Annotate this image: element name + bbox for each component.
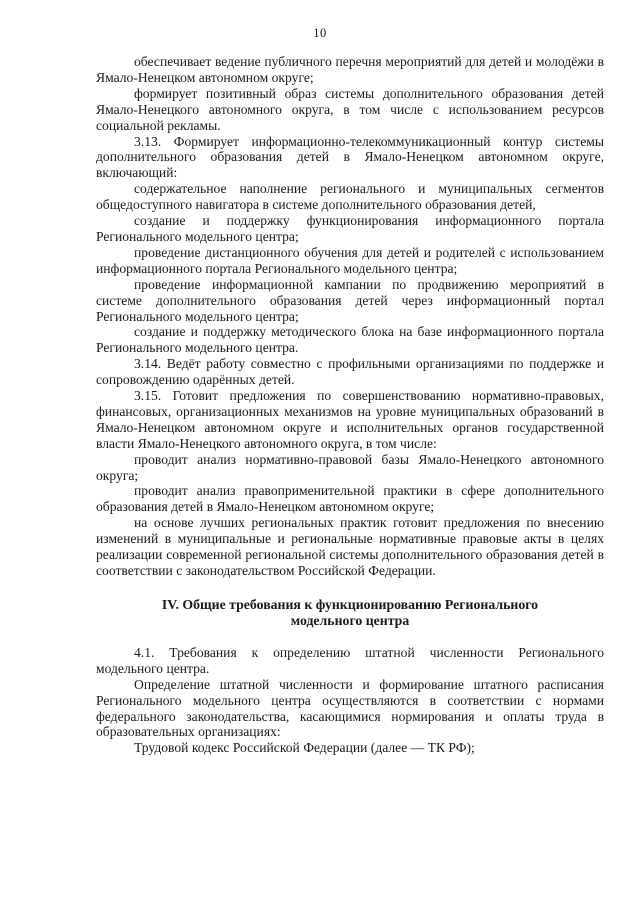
paragraph: проводит анализ правоприменительной практики в сфере дополнительного образования детей в Ямало-Ненецком автономном округе;	[96, 483, 604, 515]
paragraph: 4.1. Требования к определению штатной численности Регионального модельного центра.	[96, 644, 604, 676]
paragraph: 3.14. Ведёт работу совместно с профильными организациями по поддержке и сопровождению одарённых детей.	[96, 356, 604, 388]
paragraph: проведение дистанционного обучения для детей и родителей с использованием информационного портала Регионального модельного центра;	[96, 244, 604, 276]
paragraph: проводит анализ нормативно-правовой базы Ямало-Ненецкого автономного округа;	[96, 451, 604, 483]
paragraph: проведение информационной кампании по продвижению мероприятий в системе дополнительного образования детей через информационный портал Регионального модельного центра;	[96, 276, 604, 324]
paragraph: 3.13. Формирует информационно-телекоммуникационный контур системы дополнительного образования детей в Ямало-Ненецком автономном округе, включающий:	[96, 133, 604, 181]
paragraph: 3.15. Готовит предложения по совершенствованию нормативно-правовых, финансовых, организационных механизмов на уровне муниципальных образований в Ямало-Ненецком автономном округе и исполнительных органов государственной власти Ямало-Ненецкого автономного округа, в том числе:	[96, 388, 604, 451]
paragraph: Трудовой кодекс Российской Федерации (далее — ТК РФ);	[134, 740, 475, 756]
page-number: 10	[313, 26, 327, 40]
paragraph: создание и поддержку функционирования информационного портала Регионального модельного центра;	[96, 213, 604, 244]
paragraph: на основе лучших региональных практик готовит предложения по внесению изменений в муниципальные и региональные нормативные правовые акты в целях реализации современной региональной системы дополнительного образования детей в соответствии с законодательством Российской Федерации.	[96, 515, 604, 578]
paragraph: обеспечивает ведение публичного перечня мероприятий для детей и молодёжи в Ямало-Ненецком автономном округе;	[96, 54, 604, 85]
paragraph: Определение штатной численности и формирование штатного расписания Регионального модельного центра осуществляются в соответствии с нормами федерального законодательства, касающимися нормирования и оплаты труда в образовательных организациях:	[96, 676, 604, 740]
paragraph: создание и поддержку методического блока на базе информационного портала Регионального модельного центра.	[96, 324, 604, 356]
document-body	[96, 54, 604, 756]
section-heading: IV. Общие требования к функционированию Регионального модельного центра	[161, 596, 539, 628]
paragraph: формирует позитивный образ системы дополнительного образования детей Ямало-Ненецкого автономного округа, в том числе с использованием ресурсов социальной рекламы.	[96, 85, 604, 133]
paragraph: содержательное наполнение регионального и муниципальных сегментов общедоступного навигатора в системе дополнительного образования детей,	[96, 181, 604, 213]
